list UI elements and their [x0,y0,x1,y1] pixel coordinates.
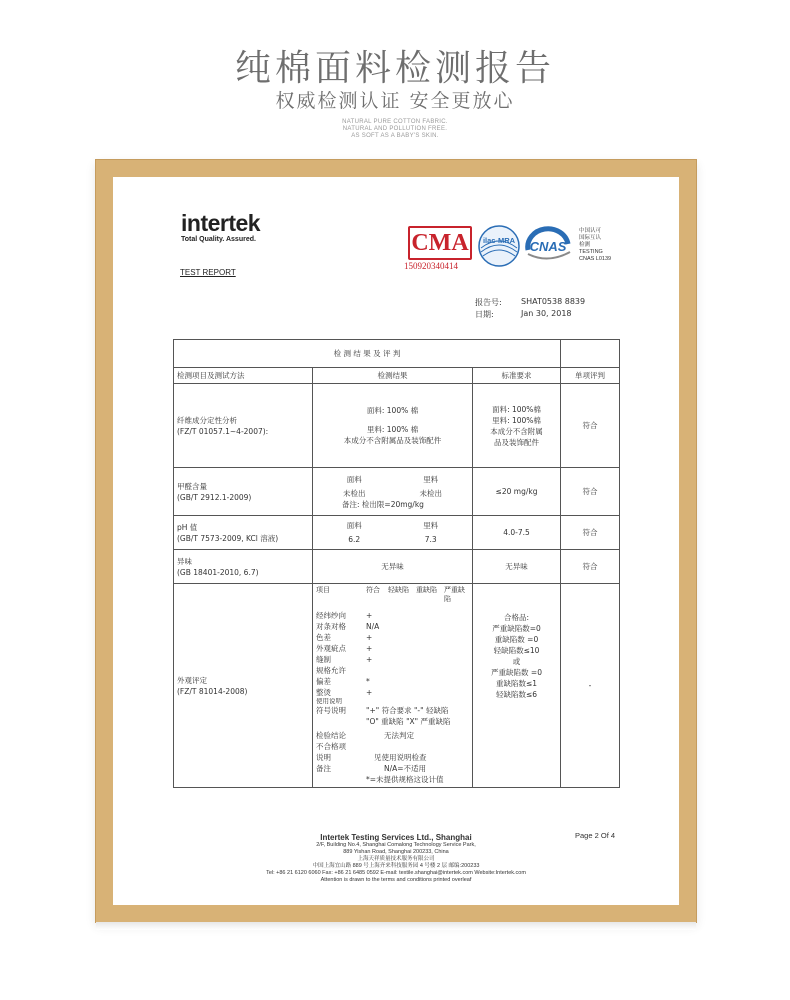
explain-label: 说明 [316,753,331,762]
result-cell [313,468,473,516]
appearance-row-name: 缝制 [316,655,331,664]
item-name: 纤维成分定性分析 [177,415,237,425]
result-note: 备注: 检出限=20mg/kg [342,499,424,509]
result-cell: 无异味 [313,550,473,584]
appearance-row [316,654,469,665]
table-row [174,384,620,468]
verdict-cell: 符合 [561,550,620,584]
item-name: 异味 [177,556,192,566]
item-cell [174,550,313,584]
nonconform-label: 不合格项 [316,742,346,751]
verdict-cell: 符合 [561,468,620,516]
standard-line: 或 [512,657,521,666]
appearance-row [316,632,469,643]
appearance-row [316,665,469,676]
appearance-row-mark: + [366,688,373,697]
fabric-value: 6.2 [348,535,361,544]
item-method: (FZ/T 01057.1~4-2007): [177,426,269,436]
col-header: 符合 [366,586,380,594]
standard-line: 严重缺陷数=0 [492,624,541,633]
lining-value: 7.3 [424,535,437,544]
appearance-row [316,621,469,632]
conclusion-value: 无法判定 [384,731,414,740]
item-name: pH 值 [177,522,198,532]
header-standard: 标准要求 [473,368,561,384]
result-line: 本成分不含附属品及装饰配件 [343,436,442,445]
footer-line: Attention is drawn to the terms and conditions printed overleaf [320,877,472,883]
standard-line: 品及装饰配件 [494,437,540,447]
cnas-text-line: CNAS L0139 [579,256,612,262]
item-cell [174,516,313,550]
test-report-label: TEST REPORT [180,268,236,277]
header-verdict: 单项评判 [561,368,620,384]
cnas-text-line: 检测 [579,242,591,248]
appearance-row [316,610,469,621]
table-row [174,550,620,584]
appearance-row-name: 对条对格 [316,622,346,631]
lining-label: 里料 [423,474,439,484]
item-method: (FZ/T 81014-2008) [177,686,248,696]
table-caption: 检 测 结 果 及 评 判 [174,340,561,368]
item-cell [174,584,313,788]
cnas-text-line: 国际互认 [579,235,602,241]
item-method: (GB/T 2912.1-2009) [177,492,252,502]
english-line-1: NATURAL PURE COTTON FABRIC. [342,119,448,125]
intertek-tagline: Total Quality. Assured. [181,236,256,243]
standard-line: 重缺陷数≤1 [495,679,538,688]
cnas-text-line: 中国认可 [579,228,602,234]
appearance-row [316,643,469,654]
verdict-cell: 符合 [561,384,620,468]
cnas-text-line: TESTING [579,249,603,255]
result-line: 里料: 100% 棉 [366,425,419,434]
standard-line: 面料: 100%棉 [492,404,541,414]
appearance-row-name: 规格允许 [316,666,346,675]
appearance-row-name: 经纬纱向 [316,611,346,620]
table-row [174,468,620,516]
lining-label: 里料 [423,521,439,530]
page-number: Page 2 Of 4 [575,831,616,840]
appearance-row-mark: + [366,644,373,653]
appearance-col-headers [316,586,469,604]
col-header: 轻缺陷 [388,586,409,594]
appearance-row-name: 外观疵点 [316,644,346,653]
appearance-row [316,676,469,687]
item-method: (GB 18401-2010, 6.7) [177,567,259,577]
cma-logo: CMA [408,226,472,260]
footer-line: 889 Yishan Road, Shanghai 200233, China [343,849,449,855]
lining-value: 未检出 [419,488,442,498]
appearance-row-mark: + [366,655,373,664]
page-title: 纯棉面料检测报告 [234,48,555,89]
item-method: (GB/T 7573-2009, KCl 溶液) [177,533,279,543]
standard-cell: ≤20 mg/kg [473,468,561,516]
col-header: 严重缺陷 [444,586,465,603]
caption-blank [561,340,620,368]
date-label: 日期: [475,310,494,319]
appearance-row-mark: * [366,677,370,686]
standard-line: 本成分不含附属 [490,426,543,436]
conclusion-label: 检验结论 [316,731,346,740]
footer-company: Intertek Testing Services Ltd., Shanghai [320,833,472,842]
appearance-row [316,687,469,698]
verdict-cell: 符合 [561,516,620,550]
appearance-row-mark: + [366,633,373,642]
english-line-2: NATURAL AND POLLUTION FREE. [342,126,448,132]
svg-text:CNAS: CNAS [529,239,567,254]
standard-line: 重缺陷数 =0 [494,635,539,644]
report-date: Jan 30, 2018 [521,309,572,318]
report-footer [113,833,679,884]
intertek-logo: intertek [181,210,261,236]
remark-line: *=未提供规格这设计值 [366,775,444,784]
standard-cell [473,384,561,468]
report-no: SHAT0538 8839 [521,297,586,306]
standard-cell [473,584,561,788]
english-line-3: AS SOFT AS A BABY'S SKIN. [351,133,439,139]
fabric-label: 面料 [346,474,362,484]
page-subtitle: 权威检测认证 安全更放心 [275,90,515,112]
symbol-line: "+" 符合要求 "-" 轻缺陷 [366,706,449,715]
svg-text:ilac-MRA: ilac-MRA [482,236,516,245]
header-item: 检测项目及测试方法 [174,368,313,384]
footer-line: 2/F, Building No.4, Shanghai Comalong Technology Service Park, [316,842,476,848]
symbol-label: 符号说明 [316,706,346,715]
appearance-row-mark: N/A [366,622,380,631]
result-line: 面料: 100% 棉 [366,406,419,415]
footer-line: 上海天祥质量技术服务有限公司 [357,856,435,862]
appearance-row-mark: + [366,611,373,620]
result-cell [313,384,473,468]
standard-cell: 无异味 [473,550,561,584]
cnas-logo [524,224,576,272]
ilac-mra-logo [477,224,521,272]
appearance-row-name: 整烫 [316,688,331,697]
fabric-value: 未检出 [343,488,366,498]
remark-line: N/A=不适用 [384,764,427,773]
remark-label: 备注 [316,764,331,773]
standard-line: 里料: 100%棉 [492,415,541,425]
table-row [174,584,620,788]
standard-cell: 4.0-7.5 [473,516,561,550]
standard-line: 合格品: [504,613,530,622]
report-meta [475,297,585,321]
table-row [174,516,620,550]
standard-line: 严重缺陷数 =0 [491,668,542,677]
footer-line: Tel: +86 21 6120 6060 Fax: +86 21 6485 0592 E-mail: textile.shanghai@intertek.com Website:Intertek.com [266,870,526,876]
usage-label: 使用说明 [316,698,342,705]
report-no-label: 报告号: [475,298,502,307]
verdict-cell: - [561,584,620,788]
item-name: 甲醛含量 [177,481,207,491]
col-header: 项目 [316,586,330,594]
appearance-row-name: 偏差 [316,677,331,686]
header-result: 检测结果 [313,368,473,384]
col-header: 重缺陷 [416,586,437,594]
appearance-result-cell [313,584,473,788]
standard-line: 轻缺陷数≤6 [495,690,538,699]
footer-line: 中国上海宜山路 889 号上海齐来科技服务园 4 号楼 2 层 邮编:200233 [312,863,480,869]
item-cell [174,468,313,516]
frame-shadow [96,922,696,930]
results-table [173,339,620,788]
item-cell [174,384,313,468]
report-page [113,177,679,905]
result-cell [313,516,473,550]
cma-number: 150920340414 [404,261,458,271]
appearance-row-name: 色差 [316,633,331,642]
symbol-line: "O" 重缺陷 "X" 严重缺陷 [366,717,451,726]
item-name: 外观评定 [177,675,207,685]
fabric-label: 面料 [346,521,362,530]
cnas-text [579,228,611,263]
nonconform-value: 见使用说明检查 [374,753,427,762]
picture-frame [96,160,696,922]
standard-line: 轻缺陷数≤10 [493,646,540,655]
